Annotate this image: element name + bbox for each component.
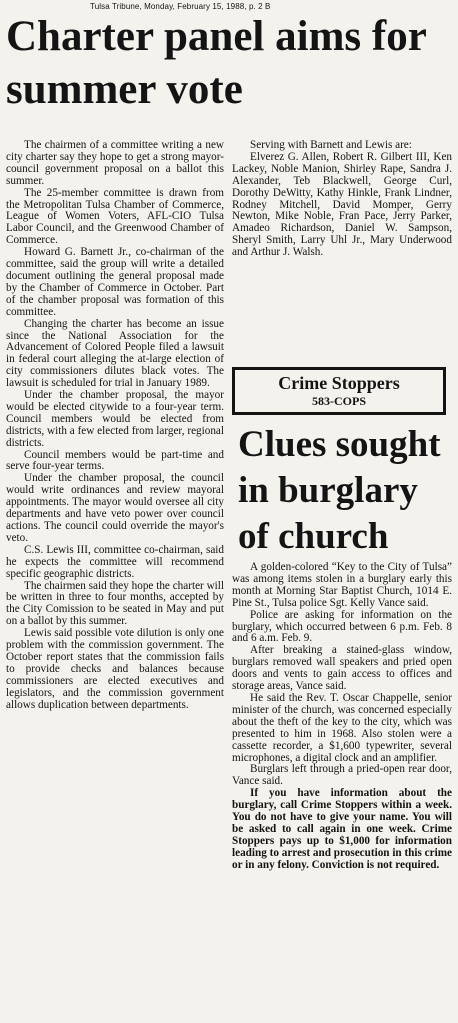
paragraph: Changing the charter has become an issue since the National Association for the Advancement of Colored People filed a lawsuit in federal court alleging the at-large election of city commissioners dilutes black votes. The lawsuit is scheduled for trial in January 1989. [6,317,224,390]
member-list: Elverez G. Allen, Robert R. Gilbert III, Ken Lackey, Noble Manion, Shirley Rape, Sandra J. Alexander, Teb Blackwell, George Curl, Dorothy DeWitty, Kathy Hinkle, Frank Lindner, Rodney Mitchell, David Momper, Gerry Newton, Mike Noble, Fran Pace, Jerry Parker, Amadeo Richardson, Daniel W. Sampson, Sheryl Smith, Larry Uhl Jr., Mary Underwood and Arthur J. Walsh. [232,150,452,259]
paragraph: Burglars left through a pried-open rear door, Vance said. [232,763,452,788]
paragraph: Under the chamber proposal, the mayor would be elected citywide to a four-year term. Council members would be elected from districts, with a few elected from larger, regional districts. [6,389,224,449]
paragraph: A golden-colored “Key to the City of Tulsa” was among items stolen in a burglary early this month at Morning Star Baptist Church, 1014 E. Pine St., Tulsa police Sgt. Kelly Vance said. [232,561,452,609]
paragraph: Howard G. Barnett Jr., co-chairman of the committee, said the group will write a detailed document outlining the general proposal made by the Chamber of Commerce in October. Part of the chamber proposal was formation of this committee. [6,246,224,318]
paragraph: Serving with Barnett and Lewis are: [250,139,412,151]
article-right-column [232,562,452,872]
paragraph: The chairmen said they hope the charter will be written in three to four months, accepted by the City Comission to be seated in May and put on a ballot by this summer. [6,579,224,628]
dateline: Tulsa Tribune, Monday, February 15, 1988, p. 2 B [90,2,271,11]
paragraph: C.S. Lewis III, committee co-chairman, said he expects the committee will recommend specific geographic districts. [6,543,224,580]
committee-members-column [232,140,452,259]
paragraph: Lewis said possible vote dilution is only one problem with the commission government. The October report states that the commission fails to provide checks and balances because commissioners are elected executives and legislators, and the commission government allows duplication between departments. [6,627,224,711]
subheadline: Clues sought in burglary of church [238,424,441,557]
paragraph: The 25-member committee is drawn from the Metropolitan Tulsa Chamber of Commerce, League of Women Voters, AFL-CIO Tulsa Labor Council, and the Greenwood Chamber of Commerce. [6,186,224,247]
crime-stoppers-box [232,367,446,415]
paragraph: After breaking a stained-glass window, burglars removed wall speakers and pried open doors and vents to gain access to offices and storage areas, Vance said. [232,644,452,693]
paragraph: Under the chamber proposal, the council would write ordinances and review mayoral appointments. The mayor would oversee all city departments and have veto power over council actions. The council could override the mayor's veto. [6,472,224,544]
crime-stoppers-title: Crime Stoppers [278,373,400,393]
headline: Charter panel aims for summer vote [6,13,427,113]
crime-stoppers-phone: 583-COPS [312,394,366,408]
article-left-column [6,140,224,712]
tip-line-paragraph: If you have information about the burglary, call Crime Stoppers within a week. You do not have to give your name. You will be asked to call again in one week. Crime Stoppers pays up to $1,000 for information leading to arrest and prosecution in this crime or in any felony. Conviction is not required. [232,787,452,871]
paragraph: Police are asking for information on the burglary, which occurred between 6 p.m. Feb. 8 and 6 a.m. Feb. 9. [232,608,452,645]
paragraph: Council members would be part-time and serve four-year terms. [6,448,224,473]
paragraph: The chairmen of a committee writing a new city charter say they hope to get a strong mayor-council government proposal on a ballot this summer. [6,139,224,187]
paragraph: He said the Rev. T. Oscar Chappelle, senior minister of the church, was concerned especially about the theft of the key to the city, which was presented to him in 1968. Also stolen were a cassette recorder, a $1,600 typewriter, several microphones, a digital clock and an amplifier. [232,691,452,764]
